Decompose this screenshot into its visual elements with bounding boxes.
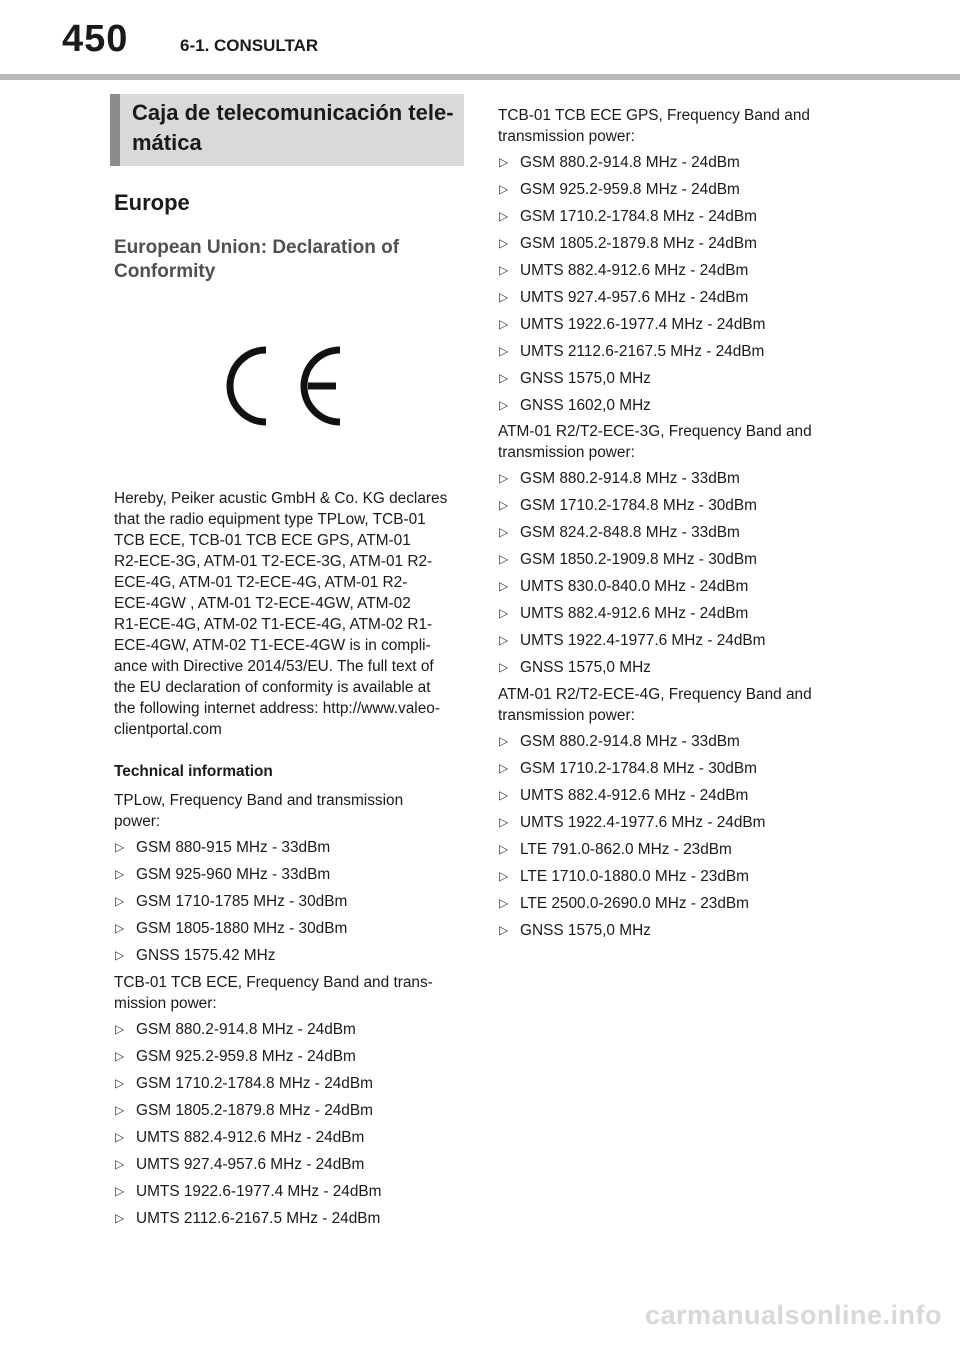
list-item-text: UMTS 2112.6-2167.5 MHz - 24dBm <box>520 343 765 360</box>
heading-eu-line-2: Conformity <box>114 261 216 282</box>
list-item-text: GSM 1710.2-1784.8 MHz - 24dBm <box>520 208 757 225</box>
list-item <box>498 812 766 839</box>
bullet-triangle-icon: ▷ <box>115 1022 125 1036</box>
bullet-triangle-icon: ▷ <box>115 1076 125 1090</box>
list-item-text: LTE 1710.0-1880.0 MHz - 23dBm <box>520 868 749 885</box>
list-item <box>498 866 766 893</box>
list-item <box>114 945 347 972</box>
bullet-triangle-icon: ▷ <box>499 606 509 620</box>
atm-3g-list <box>498 468 766 684</box>
bullet-triangle-icon: ▷ <box>499 263 509 277</box>
bullet-triangle-icon: ▷ <box>499 896 509 910</box>
declaration-line: Hereby, Peiker acustic GmbH & Co. KG declares <box>114 490 448 507</box>
list-item-text: UMTS 830.0-840.0 MHz - 24dBm <box>520 578 749 595</box>
list-item <box>498 314 766 341</box>
list-item-text: UMTS 882.4-912.6 MHz - 24dBm <box>520 262 749 279</box>
declaration-line: that the radio equipment type TPLow, TCB-01 <box>114 511 426 528</box>
list-item <box>114 864 347 891</box>
list-item-text: GSM 1710-1785 MHz - 30dBm <box>136 893 348 910</box>
page-number: 450 <box>62 18 129 60</box>
list-item <box>498 287 766 314</box>
ce-mark-logo <box>224 344 346 428</box>
atm-4g-intro <box>498 684 848 726</box>
declaration-line: TCB ECE, TCB-01 TCB ECE GPS, ATM-01 <box>114 532 411 549</box>
list-item-text: UMTS 1922.6-1977.4 MHz - 24dBm <box>136 1183 382 1200</box>
declaration-line: the following internet address: http://www.valeo- <box>114 700 440 717</box>
heading-europe: Europe <box>114 190 190 215</box>
list-item-text: UMTS 927.4-957.6 MHz - 24dBm <box>520 289 749 306</box>
list-item-text: GSM 880-915 MHz - 33dBm <box>136 839 331 856</box>
list-item <box>114 1127 382 1154</box>
bullet-triangle-icon: ▷ <box>499 317 509 331</box>
bullet-triangle-icon: ▷ <box>499 869 509 883</box>
list-item <box>498 758 766 785</box>
bullet-triangle-icon: ▷ <box>499 236 509 250</box>
topic-title-line-1: Caja de telecomunicación tele- <box>132 100 454 125</box>
list-item-text: GSM 925.2-959.8 MHz - 24dBm <box>520 181 740 198</box>
list-item-text: LTE 2500.0-2690.0 MHz - 23dBm <box>520 895 749 912</box>
topic-title <box>132 98 472 158</box>
list-item <box>114 837 347 864</box>
list-item-text: GSM 1710.2-1784.8 MHz - 24dBm <box>136 1075 373 1092</box>
atm-3g-intro-line-1: ATM-01 R2/T2-ECE-3G, Frequency Band and <box>498 423 812 440</box>
bullet-triangle-icon: ▷ <box>499 398 509 412</box>
tcb-ece-gps-intro <box>498 105 848 147</box>
bullet-triangle-icon: ▷ <box>499 498 509 512</box>
heading-eu-line-1: European Union: Declaration of <box>114 237 400 258</box>
list-item <box>498 920 766 947</box>
list-item <box>114 1100 382 1127</box>
list-item-text: UMTS 882.4-912.6 MHz - 24dBm <box>520 605 749 622</box>
bullet-triangle-icon: ▷ <box>115 1211 125 1225</box>
tplow-list <box>114 837 347 972</box>
list-item-text: GNSS 1575,0 MHz <box>520 370 651 387</box>
list-item-text: GSM 1805-1880 MHz - 30dBm <box>136 920 348 937</box>
bullet-triangle-icon: ▷ <box>499 552 509 566</box>
list-item <box>498 785 766 812</box>
bullet-triangle-icon: ▷ <box>499 923 509 937</box>
bullet-triangle-icon: ▷ <box>115 840 125 854</box>
list-item-text: GSM 880.2-914.8 MHz - 24dBm <box>520 154 740 171</box>
bullet-triangle-icon: ▷ <box>499 579 509 593</box>
list-item <box>498 206 766 233</box>
section-title: 6-1. CONSULTAR <box>180 36 319 55</box>
bullet-triangle-icon: ▷ <box>115 867 125 881</box>
bullet-triangle-icon: ▷ <box>115 1184 125 1198</box>
tcb-ece-list <box>114 1019 382 1235</box>
list-item-text: GSM 1710.2-1784.8 MHz - 30dBm <box>520 497 757 514</box>
page-header <box>0 0 960 74</box>
list-item <box>114 1154 382 1181</box>
declaration-line: ance with Directive 2014/53/EU. The full text of <box>114 658 434 675</box>
list-item <box>498 731 766 758</box>
declaration-line: R2-ECE-3G, ATM-01 T2-ECE-3G, ATM-01 R2- <box>114 553 433 570</box>
list-item <box>498 468 766 495</box>
bullet-triangle-icon: ▷ <box>499 471 509 485</box>
list-item-text: GNSS 1575,0 MHz <box>520 659 651 676</box>
tcb-ece-gps-list <box>498 152 766 422</box>
atm-4g-intro-line-1: ATM-01 R2/T2-ECE-4G, Frequency Band and <box>498 686 812 703</box>
list-item-text: GSM 1850.2-1909.8 MHz - 30dBm <box>520 551 757 568</box>
bullet-triangle-icon: ▷ <box>499 155 509 169</box>
declaration-line: ECE-4G, ATM-01 T2-ECE-4G, ATM-01 R2- <box>114 574 408 591</box>
topic-title-line-2: mática <box>132 130 202 155</box>
bullet-triangle-icon: ▷ <box>115 894 125 908</box>
tcb-ece-gps-intro-line-1: TCB-01 TCB ECE GPS, Frequency Band and <box>498 107 810 124</box>
watermark-text: carmanualsonline.info <box>644 1300 942 1330</box>
list-item-text: GSM 925.2-959.8 MHz - 24dBm <box>136 1048 356 1065</box>
list-item-text: GSM 925-960 MHz - 33dBm <box>136 866 331 883</box>
list-item <box>114 1208 382 1235</box>
list-item-text: GNSS 1575,0 MHz <box>520 922 651 939</box>
list-item <box>498 152 766 179</box>
bullet-triangle-icon: ▷ <box>115 948 125 962</box>
list-item <box>498 630 766 657</box>
declaration-paragraph <box>114 488 462 740</box>
list-item-text: UMTS 882.4-912.6 MHz - 24dBm <box>136 1129 365 1146</box>
tcb-ece-gps-intro-line-2: transmission power: <box>498 128 635 145</box>
list-item <box>498 522 766 549</box>
list-item <box>114 1019 382 1046</box>
list-item-text: UMTS 1922.4-1977.6 MHz - 24dBm <box>520 632 766 649</box>
tcb-ece-intro-line-1: TCB-01 TCB ECE, Frequency Band and trans- <box>114 974 433 991</box>
list-item-text: UMTS 1922.6-1977.4 MHz - 24dBm <box>520 316 766 333</box>
list-item-text: GSM 880.2-914.8 MHz - 33dBm <box>520 470 740 487</box>
atm-3g-intro-line-2: transmission power: <box>498 444 635 461</box>
bullet-triangle-icon: ▷ <box>499 842 509 856</box>
list-item-text: GSM 880.2-914.8 MHz - 24dBm <box>136 1021 356 1038</box>
list-item-text: LTE 791.0-862.0 MHz - 23dBm <box>520 841 732 858</box>
list-item-text: GSM 1805.2-1879.8 MHz - 24dBm <box>520 235 757 252</box>
bullet-triangle-icon: ▷ <box>499 734 509 748</box>
list-item <box>114 891 347 918</box>
list-item-text: UMTS 927.4-957.6 MHz - 24dBm <box>136 1156 365 1173</box>
tplow-intro-line-2: power: <box>114 813 161 830</box>
list-item <box>498 341 766 368</box>
topic-heading-box <box>110 94 464 166</box>
list-item-text: GSM 1805.2-1879.8 MHz - 24dBm <box>136 1102 373 1119</box>
tplow-intro-line-1: TPLow, Frequency Band and transmission <box>114 792 404 809</box>
bullet-triangle-icon: ▷ <box>499 290 509 304</box>
list-item-text: UMTS 882.4-912.6 MHz - 24dBm <box>520 787 749 804</box>
list-item <box>498 657 766 684</box>
list-item <box>498 233 766 260</box>
bullet-triangle-icon: ▷ <box>115 1103 125 1117</box>
list-item <box>498 260 766 287</box>
declaration-line: the EU declaration of conformity is available at <box>114 679 431 696</box>
tcb-ece-intro <box>114 972 464 1014</box>
bullet-triangle-icon: ▷ <box>499 371 509 385</box>
bullet-triangle-icon: ▷ <box>499 182 509 196</box>
list-item <box>498 549 766 576</box>
declaration-line: clientportal.com <box>114 721 222 738</box>
bullet-triangle-icon: ▷ <box>499 761 509 775</box>
bullet-triangle-icon: ▷ <box>499 525 509 539</box>
bullet-triangle-icon: ▷ <box>115 1049 125 1063</box>
list-item <box>114 1181 382 1208</box>
list-item <box>498 495 766 522</box>
list-item-text: GNSS 1575.42 MHz <box>136 947 276 964</box>
bullet-triangle-icon: ▷ <box>499 788 509 802</box>
bullet-triangle-icon: ▷ <box>499 633 509 647</box>
list-item <box>498 576 766 603</box>
list-item <box>114 1046 382 1073</box>
bullet-triangle-icon: ▷ <box>499 344 509 358</box>
bullet-triangle-icon: ▷ <box>115 1130 125 1144</box>
list-item-text: UMTS 2112.6-2167.5 MHz - 24dBm <box>136 1210 381 1227</box>
bullet-triangle-icon: ▷ <box>115 921 125 935</box>
list-item <box>498 395 766 422</box>
list-item <box>498 603 766 630</box>
list-item-text: GSM 880.2-914.8 MHz - 33dBm <box>520 733 740 750</box>
list-item <box>498 368 766 395</box>
list-item <box>498 893 766 920</box>
tcb-ece-intro-line-2: mission power: <box>114 995 217 1012</box>
list-item <box>498 839 766 866</box>
list-item-text: UMTS 1922.4-1977.6 MHz - 24dBm <box>520 814 766 831</box>
header-rule <box>0 74 960 80</box>
atm-4g-intro-line-2: transmission power: <box>498 707 635 724</box>
list-item-text: GSM 1710.2-1784.8 MHz - 30dBm <box>520 760 757 777</box>
declaration-line: R1-ECE-4G, ATM-02 T1-ECE-4G, ATM-02 R1- <box>114 616 433 633</box>
tplow-intro <box>114 790 464 832</box>
declaration-line: ECE-4GW, ATM-02 T1-ECE-4GW is in compli- <box>114 637 431 654</box>
bullet-triangle-icon: ▷ <box>499 660 509 674</box>
heading-eu-declaration <box>114 236 454 284</box>
atm-3g-intro <box>498 421 848 463</box>
bullet-triangle-icon: ▷ <box>115 1157 125 1171</box>
list-item <box>114 1073 382 1100</box>
list-item-text: GSM 824.2-848.8 MHz - 33dBm <box>520 524 740 541</box>
bullet-triangle-icon: ▷ <box>499 815 509 829</box>
list-item-text: GNSS 1602,0 MHz <box>520 397 651 414</box>
list-item <box>114 918 347 945</box>
heading-technical-information: Technical information <box>114 763 273 780</box>
declaration-line: ECE-4GW , ATM-01 T2-ECE-4GW, ATM-02 <box>114 595 411 612</box>
bullet-triangle-icon: ▷ <box>499 209 509 223</box>
atm-4g-list <box>498 731 766 947</box>
list-item <box>498 179 766 206</box>
